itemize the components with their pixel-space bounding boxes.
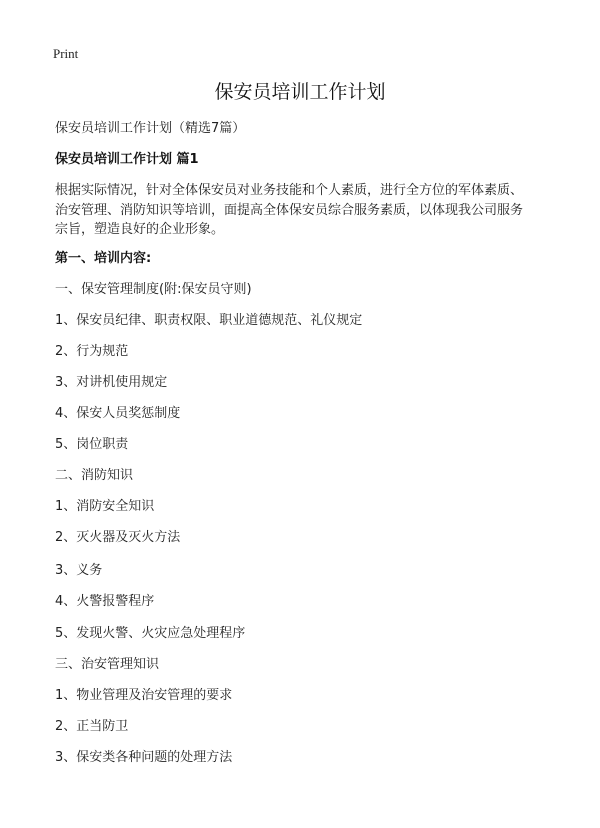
- outline-item: 1、物业管理及治安管理的要求: [55, 688, 233, 703]
- outline-item: 5、岗位职责: [55, 437, 129, 452]
- outline-item: 1、保安员纪律、职责权限、职业道德规范、礼仪规定: [55, 313, 363, 328]
- intro-line: 根据实际情况，针对全体保安员对业务技能和个人素质，进行全方位的军体素质、: [55, 183, 524, 198]
- outline-item: 2、灭火器及灭火方法: [55, 530, 181, 545]
- document-title: 保安员培训工作计划: [214, 81, 386, 103]
- outline-item: 4、火警报警程序: [55, 594, 155, 609]
- outline-item: 3、义务: [55, 563, 103, 578]
- print-link[interactable]: Print: [53, 46, 79, 61]
- outline-item: 3、保安类各种问题的处理方法: [55, 750, 233, 765]
- outline-item: 2、正当防卫: [55, 719, 129, 734]
- outline-item: 3、对讲机使用规定: [55, 375, 168, 390]
- outline-item: 三、治安管理知识: [55, 657, 160, 672]
- intro-paragraph: [55, 181, 555, 240]
- section-heading: 保安员培训工作计划 篇1: [55, 152, 199, 167]
- content-heading: 第一、培训内容:: [55, 251, 152, 266]
- outline-item: 一、保安管理制度(附:保安员守则): [55, 282, 252, 297]
- document-subtitle: 保安员培训工作计划（精选7篇）: [55, 121, 246, 136]
- intro-line: 治安管理、消防知识等培训，面提高全体保安员综合服务素质，以体现我公司服务: [55, 202, 524, 218]
- outline-item: 1、消防安全知识: [55, 499, 155, 514]
- outline-item: 2、行为规范: [55, 344, 129, 359]
- outline-item: 二、消防知识: [55, 468, 134, 483]
- intro-line: 宗旨，塑造良好的企业形象。: [55, 222, 225, 237]
- outline-item: 4、保安人员奖惩制度: [55, 406, 181, 421]
- outline-item: 5、发现火警、火灾应急处理程序: [55, 626, 246, 641]
